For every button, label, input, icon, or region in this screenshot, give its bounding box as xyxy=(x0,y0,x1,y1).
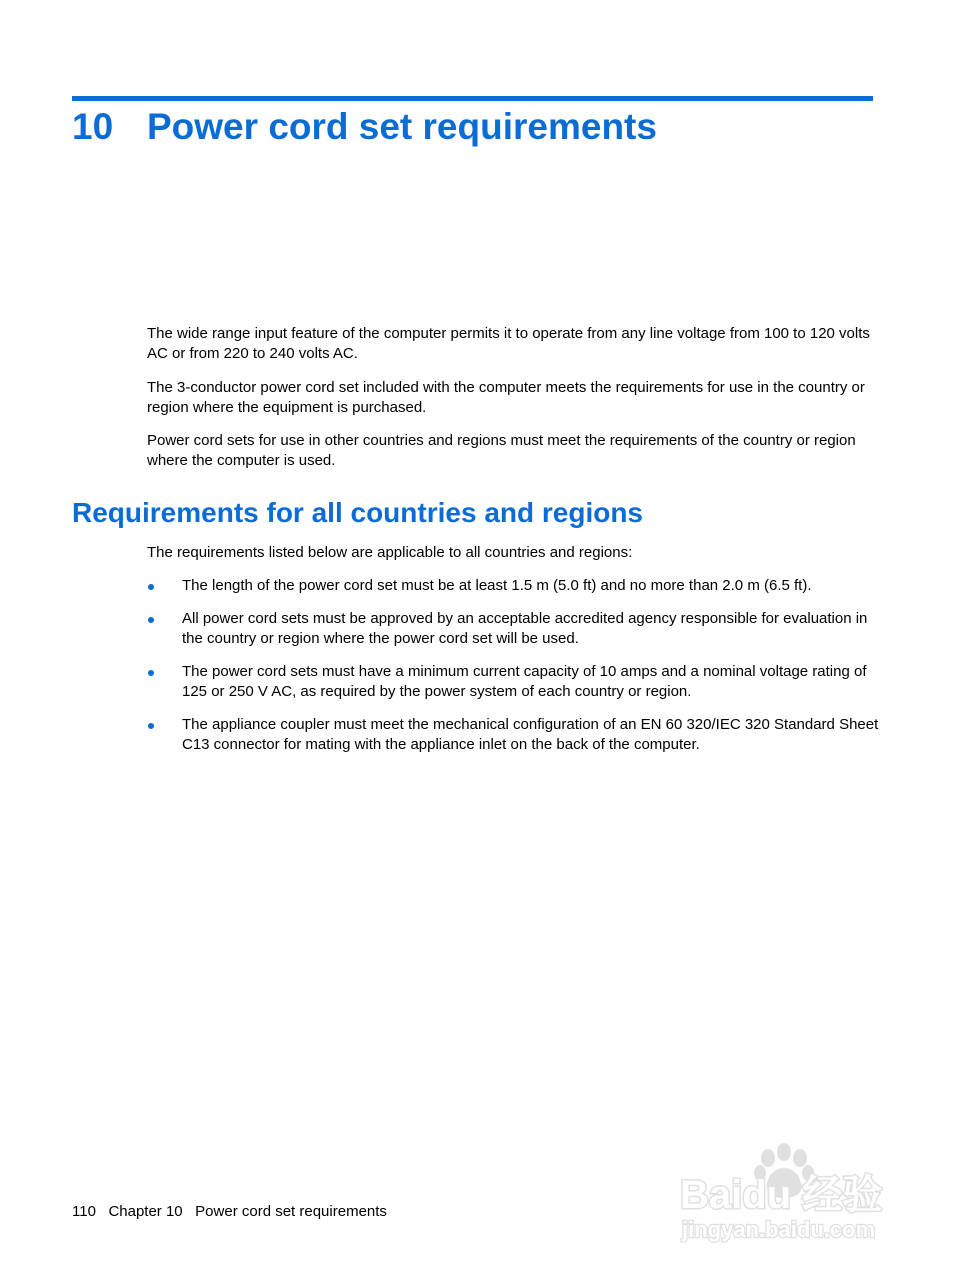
chapter-title-text: Power cord set requirements xyxy=(147,106,657,147)
bullet-icon xyxy=(148,670,154,676)
footer-chapter-label: Chapter 10 xyxy=(108,1203,183,1220)
list-item-text: All power cord sets must be approved by an acceptable accredited agency responsible for evaluation in the country or region where the power cord set will be used. xyxy=(182,610,868,647)
list-item-text: The appliance coupler must meet the mechanical configuration of an EN 60 320/IEC 320 Standard Sheet C13 connector for mating with the appliance inlet on the back of the computer. xyxy=(182,716,879,753)
list-item xyxy=(147,662,879,702)
bullet-icon xyxy=(148,723,154,729)
intro-paragraph: The wide range input feature of the computer permits it to operate from any line voltage from 100 to 120 volts AC or from 220 to 240 volts AC. xyxy=(147,325,870,362)
list-item-text: The power cord sets must have a minimum current capacity of 10 amps and a nominal voltage rating of 125 or 250 V AC, as required by the power system of each country or region. xyxy=(182,663,867,700)
page-footer xyxy=(72,1202,387,1222)
requirements-list xyxy=(147,576,879,768)
list-item-text: The length of the power cord set must be at least 1.5 m (5.0 ft) and no more than 2.0 m (6.5 ft). xyxy=(182,577,812,594)
intro-paragraph: The 3-conductor power cord set included with the computer meets the requirements for use in the country or region where the equipment is purchased. xyxy=(147,379,865,416)
list-item xyxy=(147,715,879,755)
bullet-icon xyxy=(148,617,154,623)
list-item xyxy=(147,609,879,649)
chapter-number: 10 xyxy=(72,106,114,147)
footer-chapter-title: Power cord set requirements xyxy=(195,1203,387,1220)
watermark-brand-text: Baidu 经验 xyxy=(680,1173,883,1217)
section-lead: The requirements listed below are applicable to all countries and regions: xyxy=(147,544,633,561)
chapter-rule xyxy=(72,96,873,101)
baidu-watermark-logo xyxy=(672,1140,912,1250)
bullet-icon xyxy=(148,584,154,590)
watermark-url-text: jingyan.baidu.com xyxy=(682,1217,876,1242)
page-number: 110 xyxy=(72,1203,96,1220)
list-item xyxy=(147,576,879,596)
chapter-title xyxy=(72,104,657,150)
intro-paragraph: Power cord sets for use in other countries and regions must meet the requirements of the country or region where the computer is used. xyxy=(147,432,856,469)
section-title: Requirements for all countries and regions xyxy=(72,497,644,528)
